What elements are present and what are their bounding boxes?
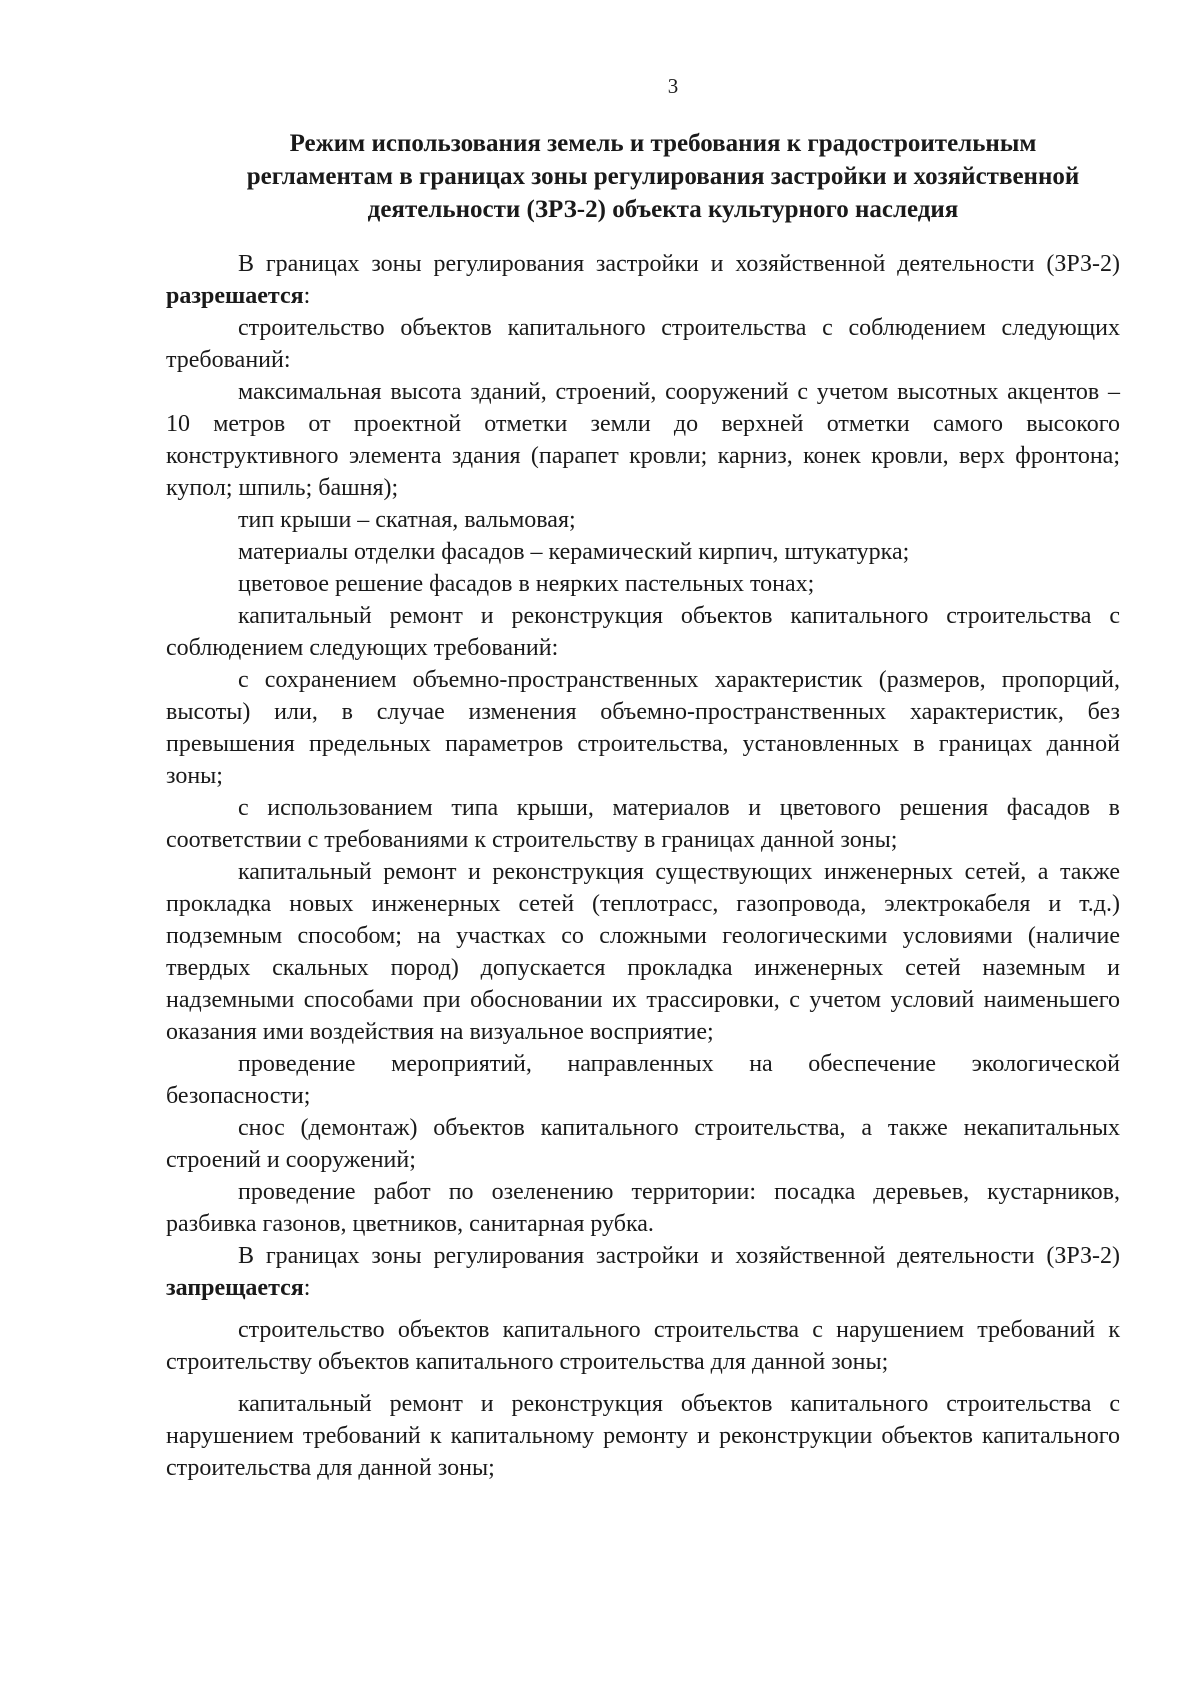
title-line-3: деятельности (ЗРЗ-2) объекта культурного наследия [367,196,959,223]
document-title [166,127,1120,226]
paragraph-landscaping: проведение работ по озеленению территории: посадка деревьев, кустарников, разбивка газонов, цветников, санитарная рубка. [166,1179,1120,1237]
paragraph-demolition: снос (демонтаж) объектов капитального строительства, а также некапитальных строений и сооружений; [166,1115,1120,1173]
paragraph-permitted-intro [166,248,1120,312]
paragraph-facade-materials: материалы отделки фасадов – керамический кирпич, штукатурка; [238,539,910,565]
paragraph-repair-reconstruction: капитальный ремонт и реконструкция объектов капитального строительства с соблюдением следующих требований: [166,603,1120,661]
title-line-1: Режим использования земель и требования к градостроительным [289,130,1037,157]
paragraph-prohibited-construction: строительство объектов капитального строительства с нарушением требований к строительству объектов капитального строительства для данной зоны; [166,1317,1120,1375]
page-number: 3 [667,74,679,98]
paragraph-roof-materials-colors: с использованием типа крыши, материалов и цветового решения фасадов в соответствии с требованиями к строительству в границах данной зоны; [166,795,1120,853]
paragraph-facade-colors: цветовое решение фасадов в неярких пастельных тонах; [238,571,815,597]
paragraph-roof-type: тип крыши – скатная, вальмовая; [238,507,576,533]
paragraph-volume-preservation: с сохранением объемно-пространственных характеристик (размеров, пропорций, высоты) или, в случае изменения объемно-пространственных характеристик, без превышения предельных параметров строительства, установленных в границах данной зоны; [166,667,1120,789]
permitted-keyword: разрешается [166,283,304,309]
paragraph-ecology: проведение мероприятий, направленных на обеспечение экологической безопасности; [166,1051,1120,1109]
paragraph-engineering-networks: капитальный ремонт и реконструкция существующих инженерных сетей, а также прокладка новых инженерных сетей (теплотрасс, газопровода, электрокабеля и т.д.) подземным способом; на участках со сложными геологическими условиями (наличие твердых скальных пород) допускается прокладка инженерных сетей наземным и надземными способами при обосновании их трассировки, с учетом условий наименьшего оказания ими воздействия на визуальное восприятие; [166,859,1120,1045]
paragraph-punct: : [303,283,311,309]
document-body [166,248,1120,1484]
title-line-2: регламентам в границах зоны регулирования застройки и хозяйственной [246,163,1080,190]
paragraph-max-height: максимальная высота зданий, строений, сооружений с учетом высотных акцентов – 10 метров от проектной отметки земли до верхней отметки самого высокого конструктивного элемента здания (парапет кровли; карниз, конек кровли, верх фронтона; купол; шпиль; башня); [166,379,1120,501]
paragraph-text: В границах зоны регулирования застройки и хозяйственной деятельности (ЗРЗ-2) [238,1243,1120,1269]
paragraph-prohibited-intro [166,1240,1120,1304]
paragraph-punct: : [303,1275,311,1301]
paragraph-construction: строительство объектов капитального строительства с соблюдением следующих требований: [166,315,1120,373]
paragraph-prohibited-repair: капитальный ремонт и реконструкция объектов капитального строительства с нарушением требований к капитальному ремонту и реконструкции объектов капитального строительства для данной зоны; [166,1391,1120,1481]
paragraph-text: В границах зоны регулирования застройки и хозяйственной деятельности (ЗРЗ-2) [238,251,1120,277]
prohibited-keyword: запрещается [166,1275,304,1301]
